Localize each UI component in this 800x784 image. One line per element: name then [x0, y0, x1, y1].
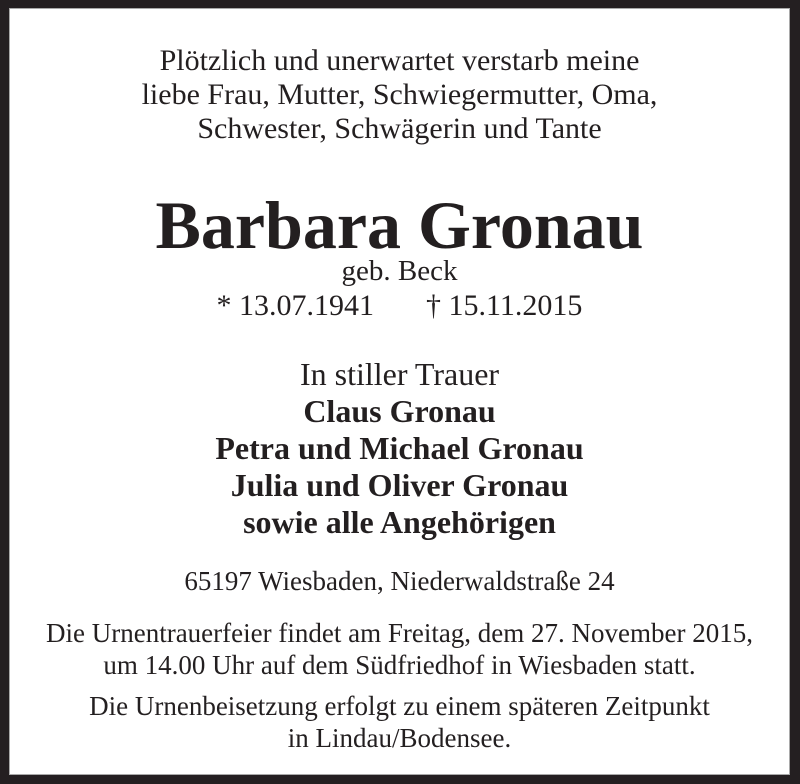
intro-text: [12, 44, 787, 146]
mourner-line: Petra und Michael Gronau: [215, 430, 584, 466]
mourners-block: [12, 356, 787, 541]
mourner-line: Claus Gronau: [303, 393, 496, 429]
mourner-line: sowie alle Angehörigen: [243, 504, 556, 540]
intro-line: Plötzlich und unerwartet verstarb meine: [159, 44, 640, 77]
service-line: Die Urnentrauerfeier findet am Freitag, dem 27. November 2015,: [46, 618, 753, 648]
birth-date: * 13.07.1941: [216, 289, 375, 322]
service-line: um 14.00 Uhr auf dem Südfriedhof in Wiesbaden statt.: [103, 650, 696, 680]
burial-line: Die Urnenbeisetzung erfolgt zu einem späteren Zeitpunkt: [89, 691, 710, 721]
intro-line: Schwester, Schwägerin und Tante: [197, 112, 602, 145]
maiden-name: geb. Beck: [341, 255, 458, 287]
mourning-intro: In stiller Trauer: [299, 356, 500, 392]
service-announcement: [12, 617, 787, 681]
death-date: † 15.11.2015: [426, 289, 583, 322]
intro-line: liebe Frau, Mutter, Schwiegermutter, Oma,: [141, 78, 658, 111]
mourner-line: Julia und Oliver Gronau: [230, 467, 569, 503]
deceased-name: Barbara Gronau: [155, 187, 644, 263]
burial-announcement: [12, 690, 787, 754]
address-line: 65197 Wiesbaden, Niederwaldstraße 24: [184, 566, 615, 596]
burial-line: in Lindau/Bodensee.: [287, 723, 512, 753]
life-dates: [12, 289, 787, 323]
